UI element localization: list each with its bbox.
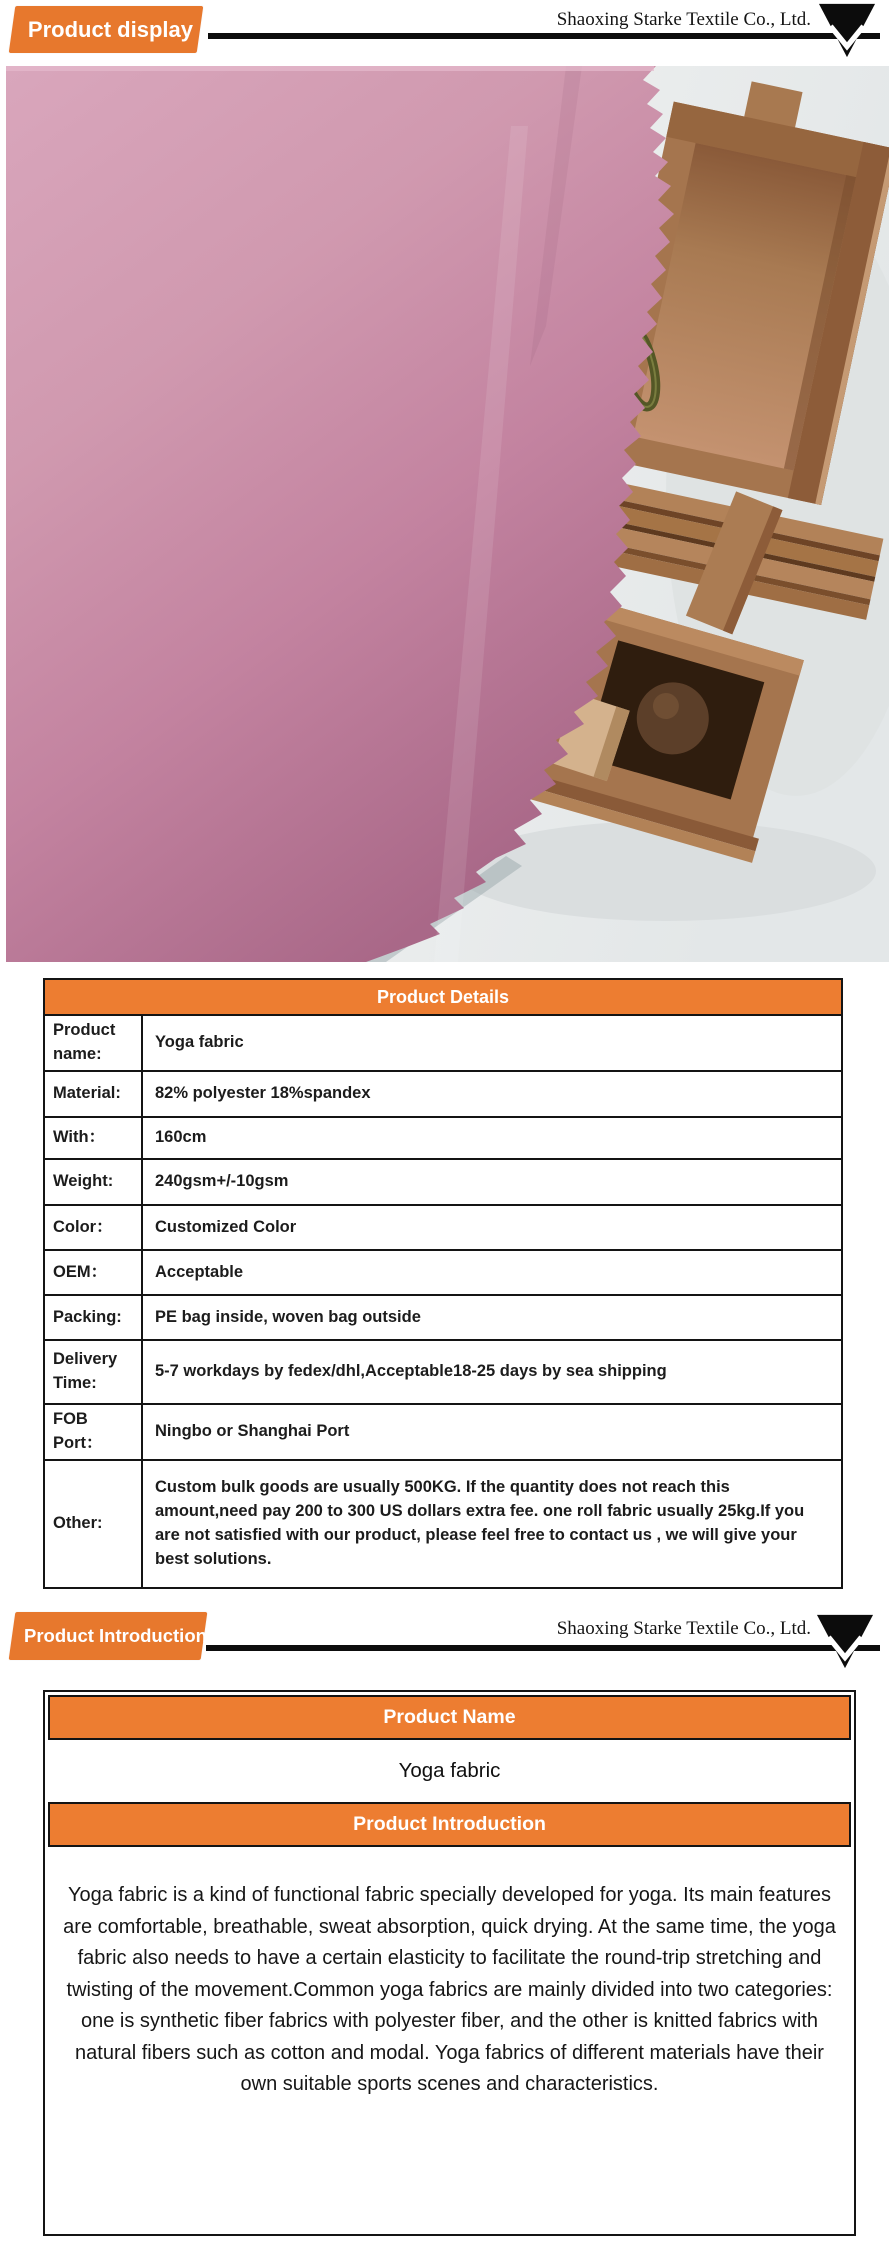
company-name: Shaoxing Starke Textile Co., Ltd. [556,9,811,30]
row-value: Ningbo or Shanghai Port [142,1404,842,1460]
table-row [44,1205,842,1250]
brand-triangle-logo [816,1613,874,1670]
company-name: Shaoxing Starke Textile Co., Ltd. [556,1618,811,1639]
product-details-table [43,978,843,1589]
row-value: Acceptable [142,1250,842,1295]
row-label: Packing: [44,1295,142,1340]
row-label: FOB Port： [44,1404,142,1460]
table-row [44,1404,842,1460]
row-value: 160cm [142,1117,842,1159]
product-name-value: Yoga fabric [398,1759,501,1782]
table-row [44,1159,842,1205]
row-label: Delivery Time: [44,1340,142,1404]
row-value: Custom bulk goods are usually 500KG. If the quantity does not reach this amount,need pay 200 to 300 US dollars extra fee. one roll fabric usually 25kg.If you are not satisfied with our product, please feel free to contact us , we will give your best solutions. [142,1460,842,1588]
row-value: Yoga fabric [142,1015,842,1071]
row-value: 5-7 workdays by fedex/dhl,Acceptable18-25 days by sea shipping [142,1340,842,1404]
section-banner-display [9,6,204,53]
row-label: Material: [44,1071,142,1117]
brand-triangle-logo [818,2,876,59]
banner-label: Product Introduction [24,1625,207,1646]
table-row [44,1015,842,1071]
product-introduction-text: Yoga fabric is a kind of functional fabric specially developed for yoga. Its main features are comfortable, breathable, sweat absorption, quick drying. At the same time, the yoga fabric also needs to have a certain elasticity to facilitate the round-trip stretching and twisting of the movement.Common yoga fabrics are mainly divided into two categories: one is synthetic fiber fabrics with polyester fiber, and the other is knitted fabrics with natural fibers such as cotton and modal. Yoga fabrics of different materials have their own suitable sports scenes and characteristics. [63,1884,836,2095]
row-value: PE bag inside, woven bag outside [142,1295,842,1340]
table-row [44,1071,842,1117]
row-label: Other: [44,1460,142,1588]
table-row [44,1295,842,1340]
product-photo [6,66,889,962]
product-intro-card [43,1690,856,2236]
row-value: 240gsm+/-10gsm [142,1159,842,1205]
banner-label: Product display [28,16,194,42]
table-row [44,1460,842,1588]
table-row [44,1250,842,1295]
table-row [44,1340,842,1404]
table-row [44,1117,842,1159]
product-introduction-header: Product Introduction [48,1802,851,1847]
details-table-title: Product Details [44,979,842,1015]
row-label: Product name: [44,1015,142,1071]
header-rule [208,33,880,39]
row-label: OEM： [44,1250,142,1295]
header-rule [206,1645,880,1651]
header-band-display [0,0,895,66]
row-value: Customized Color [142,1205,842,1250]
row-value: 82% polyester 18%spandex [142,1071,842,1117]
row-label: Weight: [44,1159,142,1205]
header-band-introduction [0,1608,895,1674]
row-label: Color： [44,1205,142,1250]
product-name-header: Product Name [48,1695,851,1740]
row-label: With： [44,1117,142,1159]
section-banner-introduction [9,1612,208,1660]
